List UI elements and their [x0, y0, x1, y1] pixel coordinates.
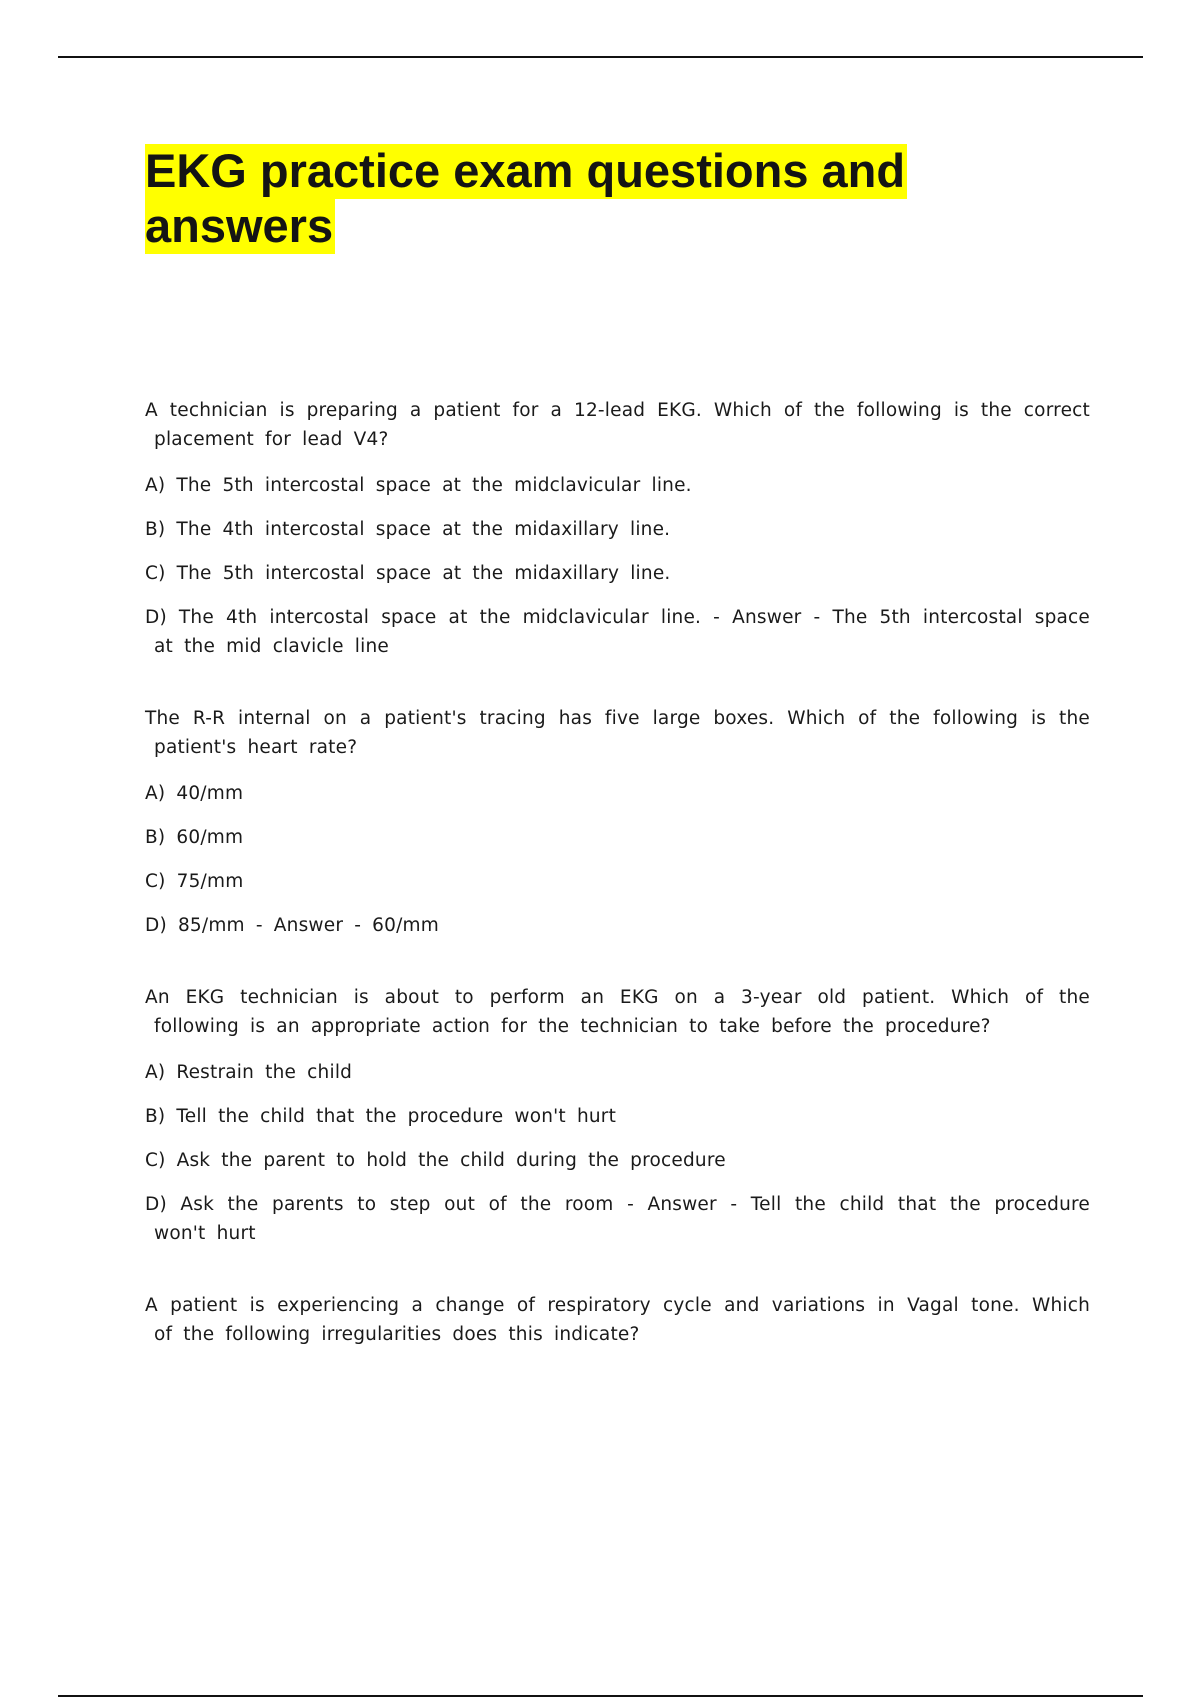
question-text: The R-R internal on a patient's tracing has five large boxes. Which of the following is the patient's heart rate? [145, 708, 1090, 758]
question-text: A patient is experiencing a change of respiratory cycle and variations in Vagal tone. Which of the following irregularities does this indicate? [145, 1295, 1090, 1345]
answer-option-d: D) The 4th intercostal space at the midclavicular line. - Answer - The 5th intercostal space at the mid clavicle line [145, 607, 1090, 657]
answer-option-a: A) 40/mm [145, 783, 244, 804]
answer-option-c: C) 75/mm [145, 871, 244, 892]
answer-option-d: D) 85/mm - Answer - 60/mm [145, 915, 439, 936]
question-text: A technician is preparing a patient for a 12-lead EKG. Which of the following is the correct placement for lead V4? [145, 400, 1090, 450]
title-highlight: EKG practice exam questions and answers [145, 144, 906, 252]
question-list [145, 396, 1090, 1392]
answer-option-b: B) The 4th intercostal space at the midaxillary line. [145, 519, 671, 540]
question-block-4 [145, 1291, 1090, 1349]
header-rule [58, 56, 1143, 58]
document-title [145, 143, 1045, 253]
answer-option-c: C) Ask the parent to hold the child during the procedure [145, 1150, 726, 1171]
question-block-3 [145, 983, 1090, 1248]
answer-option-c: C) The 5th intercostal space at the midaxillary line. [145, 563, 671, 584]
answer-option-a: A) Restrain the child [145, 1062, 353, 1083]
answer-option-b: B) Tell the child that the procedure won't hurt [145, 1106, 617, 1127]
answer-option-b: B) 60/mm [145, 827, 244, 848]
answer-option-a: A) The 5th intercostal space at the midclavicular line. [145, 475, 692, 496]
question-text: An EKG technician is about to perform an EKG on a 3-year old patient. Which of the following is an appropriate action for the technician to take before the procedure? [145, 987, 1090, 1037]
question-block-1 [145, 396, 1090, 661]
answer-option-d: D) Ask the parents to step out of the room - Answer - Tell the child that the procedure won't hurt [145, 1194, 1090, 1244]
question-block-2 [145, 704, 1090, 940]
footer-rule [58, 1695, 1143, 1697]
